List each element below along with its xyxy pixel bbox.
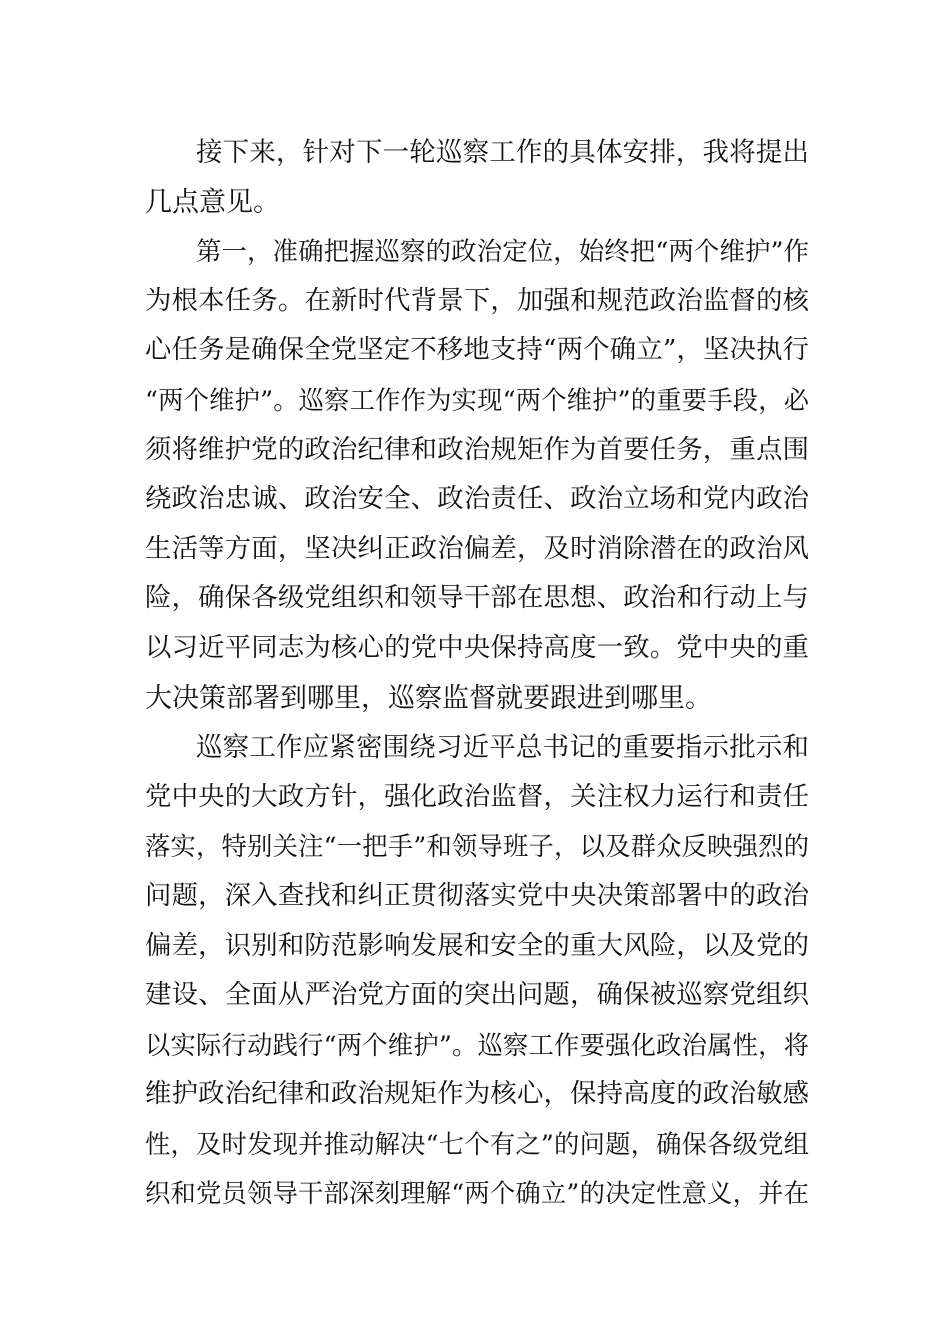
paragraph-3-line-4: 问题，深入查找和纠正贯彻落实党中央决策部署中的政治 bbox=[145, 880, 809, 911]
paragraph-2-line-7: 生活等方面，坚决纠正政治偏差，及时消除潜在的政治风 bbox=[145, 533, 809, 564]
paragraph-1-line-1: 接下来，针对下一轮巡察工作的具体安排，我将提出 bbox=[196, 137, 809, 168]
paragraph-3-line-10: 织和党员领导干部深刻理解“两个确立”的决定性意义，并在 bbox=[145, 1179, 809, 1209]
paragraph-2-line-1: 第一，准确把握巡察的政治定位，始终把“两个维护”作 bbox=[196, 236, 809, 267]
paragraph-2-line-4: “两个维护”。巡察工作作为实现“两个维护”的重要手段，必 bbox=[145, 385, 809, 415]
paragraph-1-line-2: 几点意见。 bbox=[145, 186, 280, 218]
paragraph-3-line-7: 以实际行动践行“两个维护”。巡察工作要强化政治属性，将 bbox=[145, 1030, 809, 1060]
paragraph-3-line-6: 建设、全面从严治党方面的突出问题，确保被巡察党组织 bbox=[145, 980, 809, 1011]
paragraph-3-line-3: 落实，特别关注“一把手”和领导班子，以及群众反映强烈的 bbox=[145, 832, 809, 862]
paragraph-2-line-3: 心任务是确保全党坚定不移地支持“两个确立”，坚决执行 bbox=[145, 335, 809, 366]
paragraph-2-line-8: 险，确保各级党组织和领导干部在思想、政治和行动上与 bbox=[145, 583, 809, 614]
paragraph-2-line-9: 以习近平同志为核心的党中央保持高度一致。党中央的重 bbox=[145, 632, 809, 663]
paragraph-2-line-6: 绕政治忠诚、政治安全、政治责任、政治立场和党内政治 bbox=[145, 484, 809, 515]
paragraph-3-line-1: 巡察工作应紧密围绕习近平总书记的重要指示批示和 bbox=[196, 732, 809, 764]
paragraph-2-line-2: 为根本任务。在新时代背景下，加强和规范政治监督的核 bbox=[145, 285, 809, 316]
paragraph-3-line-2: 党中央的大政方针，强化政治监督，关注权力运行和责任 bbox=[145, 781, 809, 812]
paragraph-2-line-5: 须将维护党的政治纪律和政治规矩作为首要任务，重点围 bbox=[145, 434, 809, 465]
paragraph-3-line-9: 性，及时发现并推动解决“七个有之”的问题，确保各级党组 bbox=[145, 1129, 809, 1159]
body-text bbox=[145, 128, 809, 1219]
paragraph-3-line-8: 维护政治纪律和政治规矩作为核心，保持高度的政治敏感 bbox=[145, 1079, 809, 1110]
paragraph-3-line-5: 偏差，识别和防范影响发展和安全的重大风险，以及党的 bbox=[145, 930, 809, 961]
paragraph-2-line-10: 大决策部署到哪里，巡察监督就要跟进到哪里。 bbox=[145, 682, 712, 714]
